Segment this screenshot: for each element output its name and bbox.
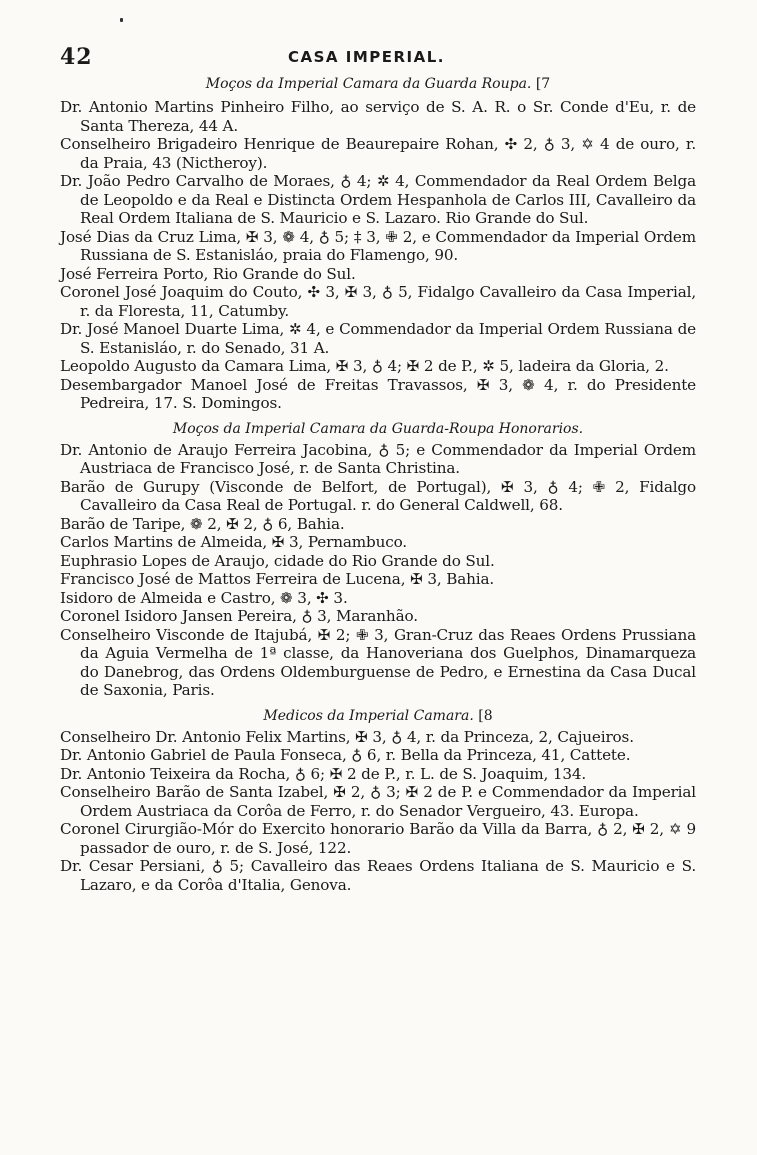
page-header — [60, 44, 696, 74]
list-entry: Dr. Antonio de Araujo Ferreira Jacobina, ♁ 5; e Commendador da Imperial Ordem Austriaca de Francisco José, r. de Santa Christina. — [60, 440, 696, 477]
section-title-text: Moços da Imperial Camara da Guarda-Roupa Honorarios. — [172, 420, 584, 437]
section-title-text: Medicos da Imperial Camara. — [263, 707, 474, 724]
section-title — [60, 419, 696, 439]
entry-list — [60, 728, 696, 895]
list-entry: Barão de Gurupy (Visconde de Belfort, de Portugal), ✠ 3, ♁ 4; ✙ 2, Fidalgo Cavalleiro da Casa Real de Portugal. r. do General Caldwell, 68. — [60, 477, 696, 514]
list-entry: José Ferreira Porto, Rio Grande do Sul. — [60, 264, 356, 283]
list-entry: Conselheiro Brigadeiro Henrique de Beaurepaire Rohan, ✣ 2, ♁ 3, ✡ 4 de ouro, r. da Praia, 43 (Nictheroy). — [60, 135, 696, 172]
section-title — [60, 706, 696, 726]
entry-list — [60, 441, 696, 700]
list-entry: Dr. José Manoel Duarte Lima, ✲ 4, e Commendador da Imperial Ordem Russiana de S. Estanisláo, r. do Senado, 31 A. — [60, 320, 696, 357]
running-title: CASA IMPERIAL. — [288, 48, 445, 66]
page-number: 42 — [60, 44, 93, 70]
list-entry: Coronel José Joaquim do Couto, ✣ 3, ✠ 3, ♁ 5, Fidalgo Cavalleiro da Casa Imperial, r. da Floresta, 11, Catumby. — [60, 283, 696, 320]
list-entry: Coronel Cirurgião-Mór do Exercito honorario Barão da Villa da Barra, ♁ 2, ✠ 2, ✡ 9 passador de ouro, r. de S. José, 122. — [60, 820, 696, 857]
list-entry: Dr. João Pedro Carvalho de Moraes, ♁ 4; ✲ 4, Commendador da Real Ordem Belga de Leopoldo e da Real e Distincta Ordem Hespanhola de Carlos III, Cavalleiro da Real Ordem Italiana de S. Mauricio e S. Lazaro. Rio Grande do Sul. — [60, 172, 696, 227]
list-entry: Leopoldo Augusto da Camara Lima, ✠ 3, ♁ 4; ✠ 2 de P., ✲ 5, ladeira da Gloria, 2. — [60, 357, 669, 375]
list-entry: Carlos Martins de Almeida, ✠ 3, Pernambuco. — [60, 533, 407, 551]
list-entry: Conselheiro Dr. Antonio Felix Martins, ✠ 3, ♁ 4, r. da Princeza, 2, Cajueiros. — [60, 727, 634, 746]
list-entry: Coronel Isidoro Jansen Pereira, ♁ 3, Maranhão. — [60, 607, 418, 625]
list-entry: Euphrasio Lopes de Araujo, cidade do Rio Grande do Sul. — [60, 551, 495, 570]
section-note: [8 — [478, 707, 493, 724]
section-title — [60, 74, 696, 94]
list-entry: Dr. Antonio Gabriel de Paula Fonseca, ♁ 6, r. Bella da Princeza, 41, Cattete. — [60, 746, 631, 764]
list-entry: Isidoro de Almeida e Castro, ❁ 3, ✣ 3. — [60, 588, 348, 607]
list-entry: Desembargador Manoel José de Freitas Travassos, ✠ 3, ❁ 4, r. do Presidente Pedreira, 17. S. Domingos. — [60, 375, 696, 412]
list-entry: José Dias da Cruz Lima, ✠ 3, ❁ 4, ♁ 5; ‡ 3, ✙ 2, e Commendador da Imperial Ordem Russiana de S. Estanisláo, praia do Flamengo, 90. — [60, 227, 696, 264]
list-entry: Conselheiro Barão de Santa Izabel, ✠ 2, ♁ 3; ✠ 2 de P. e Commendador da Imperial Ordem Austriaca da Corôa de Ferro, r. do Senador Vergueiro, 43. Europa. — [60, 783, 696, 820]
section-note: [7 — [535, 76, 551, 92]
list-entry: Barão de Taripe, ❁ 2, ✠ 2, ♁ 6, Bahia. — [60, 514, 345, 533]
list-entry: Francisco José de Mattos Ferreira de Lucena, ✠ 3, Bahia. — [60, 570, 495, 588]
entry-list — [60, 98, 696, 413]
document-page — [60, 44, 696, 894]
list-entry: Dr. Antonio Martins Pinheiro Filho, ao serviço de S. A. R. o Sr. Conde d'Eu, r. de Santa Thereza, 44 A. — [60, 98, 696, 135]
print-speck — [120, 18, 123, 22]
list-entry: Dr. Cesar Persiani, ♁ 5; Cavalleiro das Reaes Ordens Italiana de S. Mauricio e S. Lazaro, e da Corôa d'Italia, Genova. — [60, 857, 696, 894]
list-entry: Conselheiro Visconde de Itajubá, ✠ 2; ✙ 3, Gran-Cruz das Reaes Ordens Prussiana da Aguia Vermelha de 1ª classe, da Hanoveriana dos Guelphos, Dinamarqueza do Danebrog, das Ordens Oldemburguense de Pedro, e Ernestina da Casa Ducal de Saxonia, Paris. — [60, 625, 696, 699]
list-entry: Dr. Antonio Teixeira da Rocha, ♁ 6; ✠ 2 de P., r. L. de S. Joaquim, 134. — [60, 764, 587, 783]
section-title-text: Moços da Imperial Camara da Guarda Roupa. — [205, 76, 532, 92]
